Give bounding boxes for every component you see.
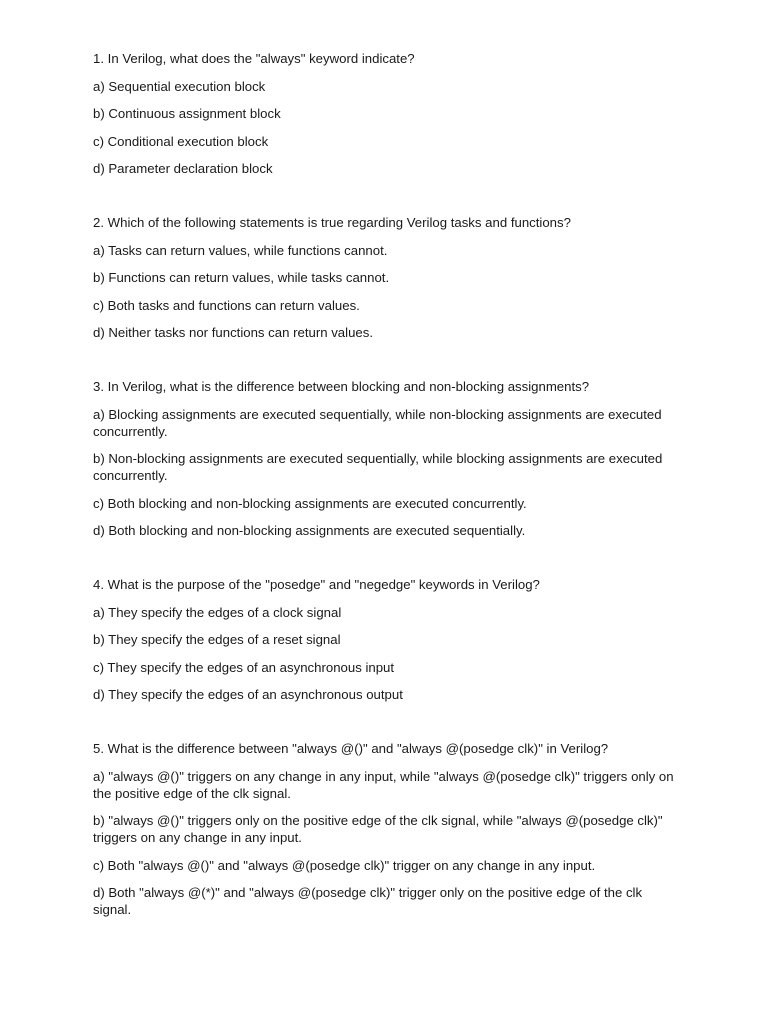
option-d: d) Both blocking and non-blocking assignments are executed sequentially. <box>93 523 526 538</box>
option-c: c) Both "always @()" and "always @(posedge clk)" trigger on any change in any input. <box>93 857 596 873</box>
option-d: d) Neither tasks nor functions can return values. <box>93 325 374 340</box>
question-text: 3. In Verilog, what is the difference between blocking and non-blocking assignments? <box>93 379 590 394</box>
question-1 <box>93 50 678 177</box>
option-b: b) "always @()" triggers only on the positive edge of the clk signal, while "always @(posedge clk)" triggers on any change in any input. <box>93 813 663 845</box>
option-c: c) Conditional execution block <box>93 133 269 149</box>
question-text: 2. Which of the following statements is true regarding Verilog tasks and functions? <box>93 215 571 230</box>
option-b: b) Continuous assignment block <box>93 106 281 121</box>
quiz-document <box>93 50 678 918</box>
option-c: c) They specify the edges of an asynchronous input <box>93 659 395 675</box>
option-a: a) "always @()" triggers on any change in any input, while "always @(posedge clk)" triggers only on the positive edge of the clk signal. <box>93 768 674 801</box>
option-a: a) Blocking assignments are executed sequentially, while non-blocking assignments are executed concurrently. <box>93 406 662 439</box>
option-c: c) Both blocking and non-blocking assignments are executed concurrently. <box>93 495 527 511</box>
question-2 <box>93 214 678 341</box>
option-a: a) Tasks can return values, while functions cannot. <box>93 242 388 258</box>
option-c: c) Both tasks and functions can return values. <box>93 297 360 313</box>
option-b: b) They specify the edges of a reset signal <box>93 632 341 647</box>
question-text: 1. In Verilog, what does the "always" keyword indicate? <box>93 51 415 66</box>
question-5 <box>93 740 678 918</box>
option-b: b) Functions can return values, while tasks cannot. <box>93 270 390 285</box>
option-d: d) They specify the edges of an asynchronous output <box>93 687 403 702</box>
option-a: a) Sequential execution block <box>93 78 266 94</box>
option-a: a) They specify the edges of a clock signal <box>93 604 342 620</box>
question-text: 4. What is the purpose of the "posedge" and "negedge" keywords in Verilog? <box>93 577 540 592</box>
question-3 <box>93 378 678 539</box>
question-4 <box>93 576 678 703</box>
question-text: 5. What is the difference between "always @()" and "always @(posedge clk)" in Verilog? <box>93 741 609 756</box>
option-b: b) Non-blocking assignments are executed sequentially, while blocking assignments are executed concurrently. <box>93 451 663 483</box>
option-d: d) Parameter declaration block <box>93 161 273 176</box>
option-d: d) Both "always @(*)" and "always @(posedge clk)" trigger only on the positive edge of the clk signal. <box>93 885 643 917</box>
